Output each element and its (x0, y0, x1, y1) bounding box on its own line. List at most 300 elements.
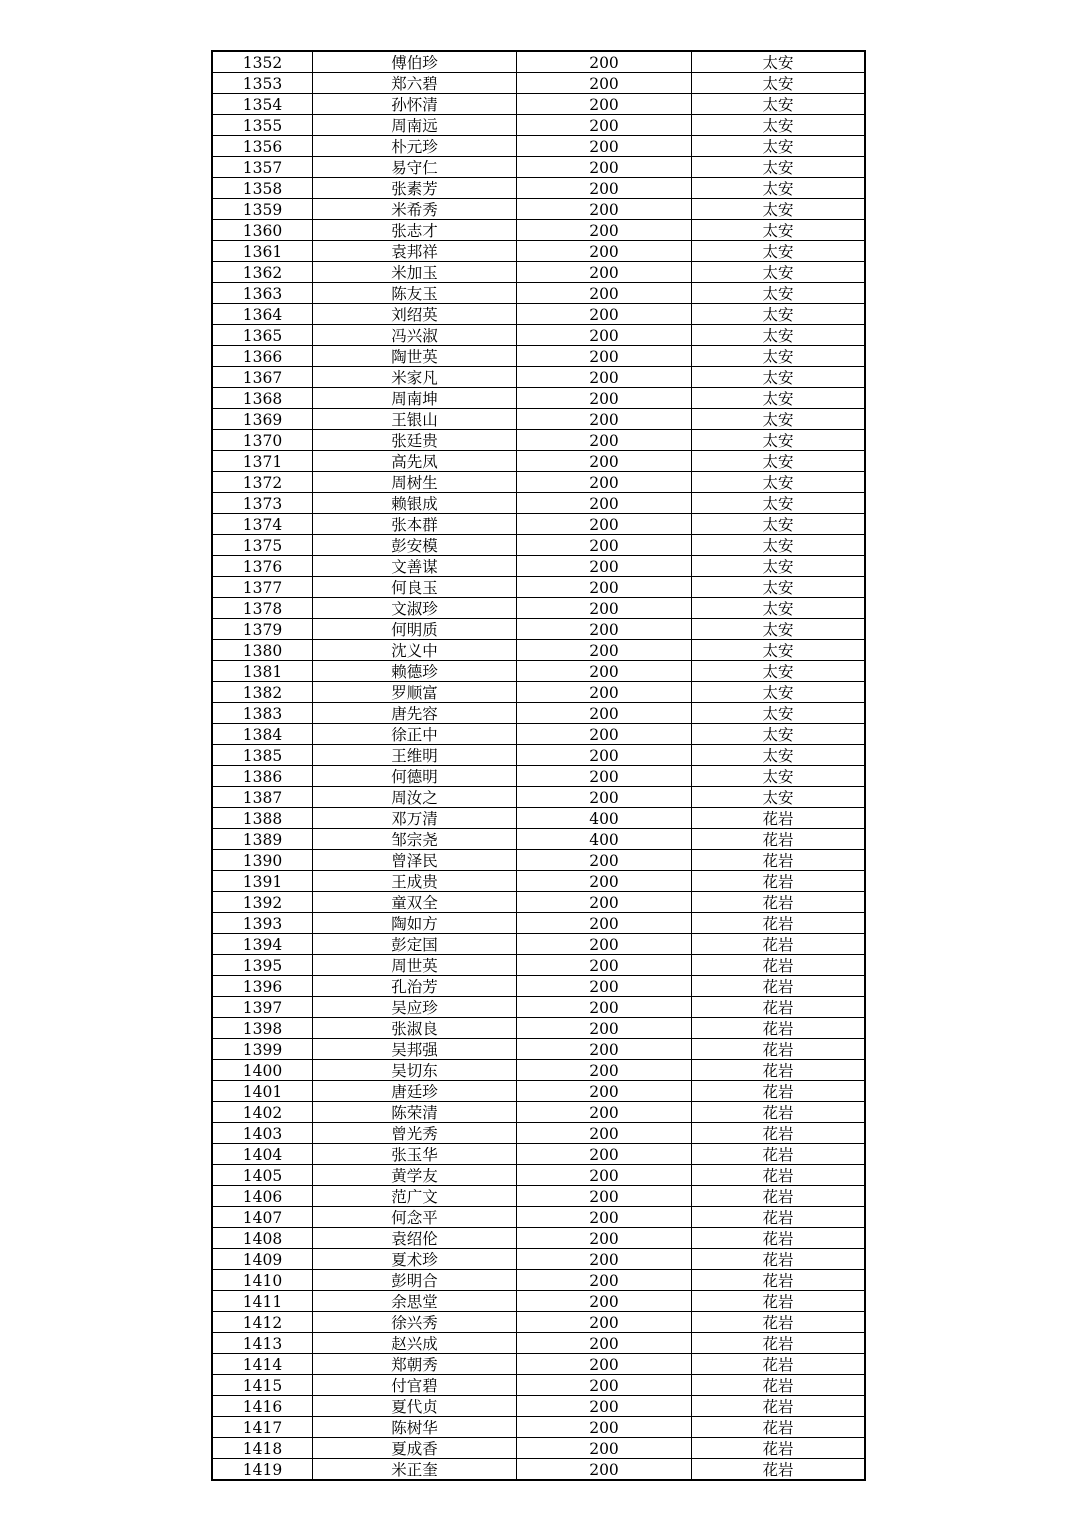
cell-number: 1361 (212, 241, 313, 262)
cell-name: 王成贵 (313, 871, 517, 892)
cell-amount: 200 (517, 976, 692, 997)
cell-township: 太安 (692, 556, 866, 577)
cell-township: 花岩 (692, 1375, 866, 1396)
cell-township: 花岩 (692, 1228, 866, 1249)
cell-amount: 200 (517, 1312, 692, 1333)
cell-number: 1419 (212, 1459, 313, 1481)
cell-amount: 200 (517, 430, 692, 451)
cell-number: 1390 (212, 850, 313, 871)
cell-township: 花岩 (692, 808, 866, 829)
cell-name: 米希秀 (313, 199, 517, 220)
table-row (212, 199, 865, 220)
cell-township: 太安 (692, 157, 866, 178)
cell-township: 太安 (692, 409, 866, 430)
cell-township: 花岩 (692, 1060, 866, 1081)
cell-township: 花岩 (692, 997, 866, 1018)
cell-township: 太安 (692, 514, 866, 535)
table-row (212, 1417, 865, 1438)
cell-name: 高先凤 (313, 451, 517, 472)
cell-amount: 200 (517, 598, 692, 619)
cell-name: 陈友玉 (313, 283, 517, 304)
cell-amount: 200 (517, 115, 692, 136)
cell-township: 太安 (692, 577, 866, 598)
cell-name: 张玉华 (313, 1144, 517, 1165)
cell-amount: 200 (517, 1228, 692, 1249)
cell-number: 1413 (212, 1333, 313, 1354)
cell-number: 1398 (212, 1018, 313, 1039)
table-row (212, 94, 865, 115)
cell-amount: 200 (517, 283, 692, 304)
cell-amount: 200 (517, 94, 692, 115)
cell-name: 陈荣清 (313, 1102, 517, 1123)
cell-name: 周树生 (313, 472, 517, 493)
cell-township: 太安 (692, 220, 866, 241)
table-row (212, 1039, 865, 1060)
cell-name: 夏代贞 (313, 1396, 517, 1417)
cell-township: 花岩 (692, 1333, 866, 1354)
table-row (212, 178, 865, 199)
cell-name: 唐廷珍 (313, 1081, 517, 1102)
cell-township: 太安 (692, 262, 866, 283)
table-row (212, 472, 865, 493)
table-row (212, 766, 865, 787)
cell-name: 何念平 (313, 1207, 517, 1228)
cell-name: 陶如方 (313, 913, 517, 934)
cell-township: 太安 (692, 535, 866, 556)
cell-number: 1406 (212, 1186, 313, 1207)
cell-township: 太安 (692, 745, 866, 766)
cell-township: 花岩 (692, 1249, 866, 1270)
cell-name: 袁邦祥 (313, 241, 517, 262)
cell-township: 太安 (692, 661, 866, 682)
cell-name: 黄学友 (313, 1165, 517, 1186)
cell-name: 周南远 (313, 115, 517, 136)
cell-number: 1391 (212, 871, 313, 892)
cell-number: 1386 (212, 766, 313, 787)
cell-township: 太安 (692, 682, 866, 703)
table-row (212, 346, 865, 367)
cell-name: 付官碧 (313, 1375, 517, 1396)
cell-amount: 200 (517, 1459, 692, 1481)
cell-name: 郑朝秀 (313, 1354, 517, 1375)
cell-township: 花岩 (692, 1123, 866, 1144)
cell-township: 太安 (692, 304, 866, 325)
cell-name: 张志才 (313, 220, 517, 241)
cell-name: 何良玉 (313, 577, 517, 598)
cell-number: 1380 (212, 640, 313, 661)
cell-name: 米加玉 (313, 262, 517, 283)
cell-number: 1412 (212, 1312, 313, 1333)
cell-amount: 200 (517, 304, 692, 325)
cell-amount: 200 (517, 1060, 692, 1081)
cell-name: 赖德珍 (313, 661, 517, 682)
cell-number: 1368 (212, 388, 313, 409)
table-row (212, 682, 865, 703)
cell-name: 王银山 (313, 409, 517, 430)
cell-township: 太安 (692, 766, 866, 787)
cell-number: 1401 (212, 1081, 313, 1102)
cell-number: 1362 (212, 262, 313, 283)
cell-name: 傅伯珍 (313, 51, 517, 73)
cell-township: 太安 (692, 451, 866, 472)
cell-number: 1353 (212, 73, 313, 94)
table-row (212, 913, 865, 934)
cell-township: 太安 (692, 178, 866, 199)
cell-name: 彭安模 (313, 535, 517, 556)
cell-number: 1399 (212, 1039, 313, 1060)
table-row (212, 1207, 865, 1228)
cell-number: 1372 (212, 472, 313, 493)
cell-township: 花岩 (692, 871, 866, 892)
cell-number: 1384 (212, 724, 313, 745)
cell-amount: 200 (517, 157, 692, 178)
cell-number: 1376 (212, 556, 313, 577)
table-row (212, 1375, 865, 1396)
cell-township: 花岩 (692, 913, 866, 934)
table-row (212, 556, 865, 577)
cell-name: 沈义中 (313, 640, 517, 661)
table-row (212, 787, 865, 808)
cell-name: 罗顺富 (313, 682, 517, 703)
table-row (212, 1312, 865, 1333)
cell-number: 1357 (212, 157, 313, 178)
cell-name: 孔治芳 (313, 976, 517, 997)
cell-township: 太安 (692, 787, 866, 808)
cell-township: 太安 (692, 325, 866, 346)
cell-township: 花岩 (692, 1165, 866, 1186)
table-row (212, 892, 865, 913)
cell-number: 1394 (212, 934, 313, 955)
cell-name: 夏术珍 (313, 1249, 517, 1270)
table-row (212, 1081, 865, 1102)
table-row (212, 1333, 865, 1354)
table-row (212, 1291, 865, 1312)
table-row (212, 829, 865, 850)
cell-number: 1409 (212, 1249, 313, 1270)
cell-number: 1396 (212, 976, 313, 997)
cell-amount: 200 (517, 1039, 692, 1060)
table-row (212, 535, 865, 556)
cell-township: 花岩 (692, 955, 866, 976)
table-row (212, 409, 865, 430)
cell-amount: 200 (517, 199, 692, 220)
table-row (212, 850, 865, 871)
cell-township: 花岩 (692, 976, 866, 997)
cell-township: 花岩 (692, 1186, 866, 1207)
table-row (212, 136, 865, 157)
cell-amount: 200 (517, 1270, 692, 1291)
cell-amount: 200 (517, 493, 692, 514)
cell-name: 何德明 (313, 766, 517, 787)
table-row (212, 724, 865, 745)
cell-name: 徐正中 (313, 724, 517, 745)
cell-township: 太安 (692, 94, 866, 115)
cell-number: 1387 (212, 787, 313, 808)
cell-township: 花岩 (692, 829, 866, 850)
cell-name: 张素芳 (313, 178, 517, 199)
cell-amount: 400 (517, 808, 692, 829)
cell-township: 太安 (692, 73, 866, 94)
cell-number: 1374 (212, 514, 313, 535)
cell-number: 1375 (212, 535, 313, 556)
cell-amount: 200 (517, 1375, 692, 1396)
table-row (212, 241, 865, 262)
cell-township: 太安 (692, 115, 866, 136)
cell-number: 1364 (212, 304, 313, 325)
cell-amount: 200 (517, 472, 692, 493)
cell-amount: 200 (517, 1249, 692, 1270)
cell-township: 花岩 (692, 892, 866, 913)
cell-number: 1392 (212, 892, 313, 913)
table-row (212, 367, 865, 388)
cell-township: 花岩 (692, 1207, 866, 1228)
cell-number: 1355 (212, 115, 313, 136)
cell-amount: 200 (517, 1417, 692, 1438)
table-row (212, 619, 865, 640)
cell-number: 1408 (212, 1228, 313, 1249)
cell-amount: 200 (517, 787, 692, 808)
cell-name: 张廷贵 (313, 430, 517, 451)
cell-number: 1365 (212, 325, 313, 346)
cell-number: 1400 (212, 1060, 313, 1081)
cell-amount: 200 (517, 535, 692, 556)
cell-amount: 200 (517, 1123, 692, 1144)
table-row (212, 1018, 865, 1039)
cell-name: 余思堂 (313, 1291, 517, 1312)
cell-township: 花岩 (692, 1459, 866, 1481)
cell-township: 太安 (692, 493, 866, 514)
cell-number: 1415 (212, 1375, 313, 1396)
table-row (212, 1270, 865, 1291)
cell-number: 1356 (212, 136, 313, 157)
cell-amount: 200 (517, 1291, 692, 1312)
cell-amount: 200 (517, 1144, 692, 1165)
cell-number: 1407 (212, 1207, 313, 1228)
cell-township: 花岩 (692, 1417, 866, 1438)
cell-amount: 200 (517, 51, 692, 73)
cell-number: 1385 (212, 745, 313, 766)
cell-number: 1379 (212, 619, 313, 640)
cell-amount: 200 (517, 892, 692, 913)
table-row (212, 388, 865, 409)
cell-amount: 200 (517, 661, 692, 682)
table-row (212, 1396, 865, 1417)
cell-number: 1377 (212, 577, 313, 598)
cell-name: 周南坤 (313, 388, 517, 409)
cell-amount: 200 (517, 640, 692, 661)
table-row (212, 73, 865, 94)
cell-name: 陈树华 (313, 1417, 517, 1438)
cell-name: 夏成香 (313, 1438, 517, 1459)
cell-amount: 200 (517, 1354, 692, 1375)
cell-amount: 200 (517, 178, 692, 199)
data-table (211, 50, 866, 1481)
cell-township: 太安 (692, 724, 866, 745)
table-row (212, 325, 865, 346)
table-row (212, 451, 865, 472)
cell-number: 1381 (212, 661, 313, 682)
table-row (212, 430, 865, 451)
cell-amount: 200 (517, 388, 692, 409)
cell-number: 1367 (212, 367, 313, 388)
cell-township: 太安 (692, 619, 866, 640)
cell-name: 徐兴秀 (313, 1312, 517, 1333)
cell-amount: 200 (517, 136, 692, 157)
cell-name: 彭定国 (313, 934, 517, 955)
cell-township: 太安 (692, 346, 866, 367)
cell-name: 吴邦强 (313, 1039, 517, 1060)
cell-number: 1414 (212, 1354, 313, 1375)
cell-amount: 200 (517, 409, 692, 430)
cell-name: 曾泽民 (313, 850, 517, 871)
cell-name: 冯兴淑 (313, 325, 517, 346)
cell-amount: 200 (517, 682, 692, 703)
table-row (212, 115, 865, 136)
cell-number: 1393 (212, 913, 313, 934)
table-row (212, 1459, 865, 1481)
cell-amount: 200 (517, 1102, 692, 1123)
cell-township: 太安 (692, 136, 866, 157)
cell-number: 1352 (212, 51, 313, 73)
cell-township: 花岩 (692, 1018, 866, 1039)
table-row (212, 1228, 865, 1249)
cell-number: 1358 (212, 178, 313, 199)
cell-number: 1369 (212, 409, 313, 430)
table-row (212, 577, 865, 598)
cell-amount: 200 (517, 1081, 692, 1102)
cell-amount: 200 (517, 913, 692, 934)
cell-number: 1366 (212, 346, 313, 367)
cell-number: 1404 (212, 1144, 313, 1165)
cell-name: 唐先容 (313, 703, 517, 724)
cell-number: 1388 (212, 808, 313, 829)
cell-name: 米家凡 (313, 367, 517, 388)
cell-amount: 200 (517, 1438, 692, 1459)
cell-amount: 200 (517, 556, 692, 577)
cell-number: 1378 (212, 598, 313, 619)
cell-name: 周汝之 (313, 787, 517, 808)
cell-township: 太安 (692, 472, 866, 493)
cell-number: 1411 (212, 1291, 313, 1312)
cell-township: 花岩 (692, 1312, 866, 1333)
cell-amount: 200 (517, 451, 692, 472)
cell-township: 太安 (692, 388, 866, 409)
cell-name: 文淑珍 (313, 598, 517, 619)
cell-number: 1397 (212, 997, 313, 1018)
cell-name: 邓万清 (313, 808, 517, 829)
cell-amount: 200 (517, 745, 692, 766)
cell-township: 太安 (692, 640, 866, 661)
cell-name: 赵兴成 (313, 1333, 517, 1354)
cell-number: 1360 (212, 220, 313, 241)
table-row (212, 1186, 865, 1207)
cell-township: 花岩 (692, 850, 866, 871)
table-row (212, 1438, 865, 1459)
cell-name: 范广文 (313, 1186, 517, 1207)
cell-township: 花岩 (692, 934, 866, 955)
cell-township: 花岩 (692, 1354, 866, 1375)
cell-amount: 200 (517, 1018, 692, 1039)
cell-amount: 200 (517, 514, 692, 535)
table-row (212, 640, 865, 661)
cell-amount: 200 (517, 955, 692, 976)
cell-number: 1382 (212, 682, 313, 703)
cell-number: 1403 (212, 1123, 313, 1144)
cell-name: 赖银成 (313, 493, 517, 514)
cell-number: 1410 (212, 1270, 313, 1291)
table-row (212, 1249, 865, 1270)
table-row (212, 1060, 865, 1081)
cell-amount: 200 (517, 724, 692, 745)
table-row (212, 262, 865, 283)
cell-number: 1370 (212, 430, 313, 451)
cell-name: 袁绍伦 (313, 1228, 517, 1249)
table-row (212, 1144, 865, 1165)
cell-township: 花岩 (692, 1039, 866, 1060)
cell-township: 花岩 (692, 1102, 866, 1123)
cell-name: 吴应珍 (313, 997, 517, 1018)
table-row (212, 661, 865, 682)
cell-amount: 200 (517, 577, 692, 598)
cell-name: 吴切东 (313, 1060, 517, 1081)
cell-name: 彭明合 (313, 1270, 517, 1291)
cell-name: 何明质 (313, 619, 517, 640)
cell-number: 1354 (212, 94, 313, 115)
table-row (212, 871, 865, 892)
table-row (212, 514, 865, 535)
cell-township: 太安 (692, 51, 866, 73)
cell-township: 太安 (692, 283, 866, 304)
table-body (212, 51, 865, 1480)
cell-name: 郑六碧 (313, 73, 517, 94)
cell-amount: 400 (517, 829, 692, 850)
cell-amount: 200 (517, 73, 692, 94)
cell-number: 1359 (212, 199, 313, 220)
cell-amount: 200 (517, 346, 692, 367)
table-row (212, 51, 865, 73)
cell-township: 太安 (692, 241, 866, 262)
cell-name: 易守仁 (313, 157, 517, 178)
cell-amount: 200 (517, 703, 692, 724)
cell-number: 1416 (212, 1396, 313, 1417)
table-row (212, 934, 865, 955)
cell-name: 文善谋 (313, 556, 517, 577)
cell-township: 花岩 (692, 1270, 866, 1291)
cell-number: 1383 (212, 703, 313, 724)
cell-amount: 200 (517, 997, 692, 1018)
cell-amount: 200 (517, 766, 692, 787)
table-row (212, 598, 865, 619)
cell-name: 朴元珍 (313, 136, 517, 157)
table-row (212, 157, 865, 178)
cell-township: 花岩 (692, 1081, 866, 1102)
cell-township: 太安 (692, 430, 866, 451)
table-row (212, 808, 865, 829)
cell-name: 米正奎 (313, 1459, 517, 1481)
table-row (212, 955, 865, 976)
cell-amount: 200 (517, 325, 692, 346)
cell-number: 1417 (212, 1417, 313, 1438)
cell-name: 王维明 (313, 745, 517, 766)
cell-number: 1402 (212, 1102, 313, 1123)
cell-township: 花岩 (692, 1144, 866, 1165)
cell-amount: 200 (517, 1396, 692, 1417)
cell-number: 1405 (212, 1165, 313, 1186)
table-row (212, 703, 865, 724)
cell-name: 张淑良 (313, 1018, 517, 1039)
table-row (212, 1102, 865, 1123)
cell-amount: 200 (517, 367, 692, 388)
